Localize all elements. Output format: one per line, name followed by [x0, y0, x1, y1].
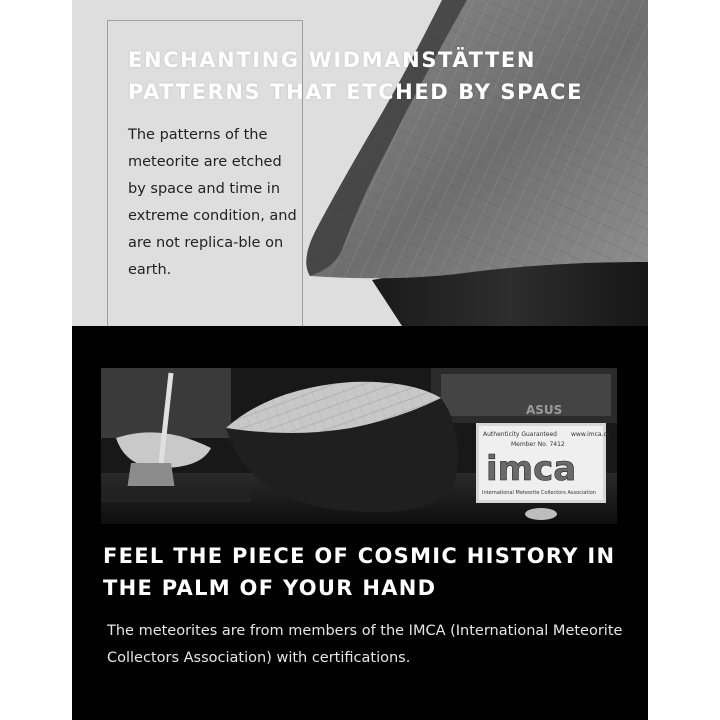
- certificate-org-text: International Meteorite Collectors Association: [482, 490, 596, 496]
- section-heading-cosmic-history: FEEL THE PIECE OF COSMIC HISTORY IN THE PALM OF YOUR HAND: [103, 544, 616, 600]
- section-body-certification: The meteorites are from members of the IMCA (International Meteorite Collectors Association) with certifications.: [107, 623, 623, 666]
- certificate-site-text: www.imca.cc: [571, 431, 611, 438]
- section-body-patterns: The patterns of the meteorite are etched by space and time in extreme condition, and are not replica-ble on earth.: [128, 127, 297, 278]
- section-heading-patterns: ENCHANTING WIDMANSTÄTTEN PATTERNS THAT ETCHED BY SPACE: [128, 48, 584, 104]
- certificate-authenticity-text: Authenticity Guaranteed: [483, 431, 557, 438]
- certificate-member-text: Member No. 7412: [511, 441, 565, 448]
- meteorite-with-certificate-photo: [101, 368, 617, 524]
- certificate-logo-text: imca: [486, 449, 577, 489]
- monitor-brand-text: ASUS: [526, 403, 563, 417]
- meteorite-closeup-section: [72, 0, 648, 326]
- product-detail-panel: [72, 0, 648, 720]
